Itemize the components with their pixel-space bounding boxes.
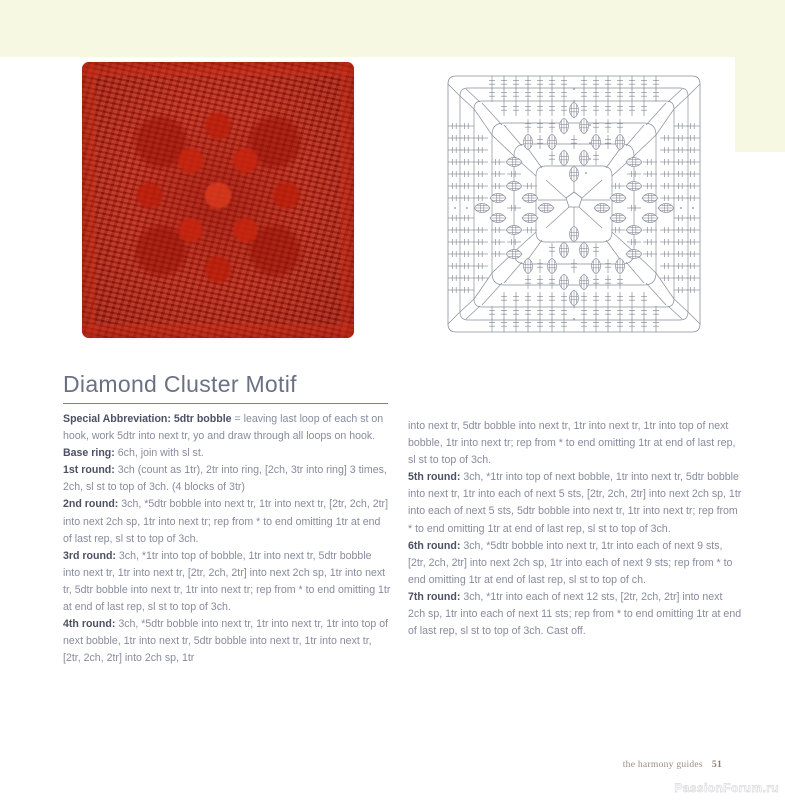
instruction-label: 2nd round: (63, 498, 119, 511)
motif-photograph (82, 62, 354, 338)
crochet-swatch-image (82, 62, 354, 338)
site-watermark: PassionForum.ru (674, 781, 779, 795)
instruction-paragraph (63, 411, 391, 445)
instruction-label: 3rd round: (63, 549, 116, 562)
instruction-label: 4th round: (63, 618, 116, 631)
instructions-left-column (63, 411, 391, 667)
instruction-text: 3ch, *5dtr bobble into next tr, 1tr into each of next 9 sts, [2tr, 2ch, 2tr] into next 2ch sp, 1tr into each of next 9 sts; rep from * to end omitting 1tr at end of last rep, sl st to top of ch. (408, 539, 733, 586)
instruction-label: 1st round: (63, 464, 115, 477)
instruction-paragraph (408, 418, 742, 469)
page-number: 51 (711, 759, 722, 770)
stitch-chart-diagram (434, 68, 714, 340)
instruction-text: = leaving last loop of each st on hook, work 5dtr into next tr, yo and draw through all loops on hook. (63, 413, 384, 443)
instruction-text: 3ch (count as 1tr), 2tr into ring, [2ch, 3tr into ring] 3 times, 2ch, sl st to top of 3ch. (4 blocks of 3tr) (63, 464, 387, 494)
instructions-right-column (408, 418, 742, 640)
page-footer (623, 759, 722, 770)
motif-title: Diamond Cluster Motif (63, 371, 297, 397)
instruction-paragraph (63, 445, 391, 462)
instruction-text: into next tr, 5dtr bobble into next tr, 1tr into next tr, 1tr into top of next bobble, 1tr into next tr; rep from * to end omitting 1tr at end of last rep, sl st to top of 3ch. (408, 420, 736, 467)
instruction-label: 5th round: (408, 471, 461, 484)
decorative-right-band (735, 0, 785, 152)
stitch-chart-svg (434, 68, 714, 340)
decorative-top-band (0, 0, 785, 57)
instruction-text: 6ch, join with sl st. (114, 447, 204, 460)
instruction-paragraph (63, 496, 391, 547)
instruction-paragraph (63, 548, 391, 616)
instruction-paragraph (408, 589, 742, 640)
instruction-text: 3ch, *1tr into top of next bobble, 1tr into next tr, 5dtr bobble into next tr, 1tr into each of next 5 sts, [2tr, 2ch, 2tr] into next 2ch sp, 1tr into each of next 5 sts, 5dtr bobble into next tr, 1tr into next tr; rep from * to end omitting 1tr at end of last rep, sl st to top of 3ch. (408, 471, 742, 535)
instruction-paragraph (408, 538, 742, 589)
instruction-paragraph (63, 616, 391, 667)
instruction-label: Special Abbreviation: 5dtr bobble (63, 413, 232, 425)
instruction-label: 6th round: (408, 539, 461, 552)
instruction-text: 3ch, *1tr into top of bobble, 1tr into next tr, 5dtr bobble into next tr, 1tr into next tr, [2tr, 2ch, 2tr] into next 2ch sp, 1tr into next tr, 5dtr bobble into next tr, 1tr into next tr; rep from * to end omitting 1tr at end of last rep, sl st to top of 3ch. (63, 549, 391, 614)
book-title: the harmony guides (622, 759, 703, 770)
instruction-text: 3ch, *5dtr bobble into next tr, 1tr into next tr, [2tr, 2ch, 2tr] into next 2ch sp, 1tr into next tr; rep from * to end omitting 1tr at end of last rep, sl st to top of 3ch. (63, 498, 389, 545)
instruction-paragraph (63, 462, 391, 496)
instruction-text: 3ch, *1tr into each of next 12 sts, [2tr, 2ch, 2tr] into next 2ch sp, 1tr into each of next 11 sts; rep from * to end omitting 1tr at end of last rep, sl st to top of 3ch. Cast off. (408, 590, 742, 638)
title-divider-rule (63, 403, 388, 404)
instruction-paragraph (408, 469, 742, 537)
instruction-label: Base ring: (63, 447, 115, 460)
instruction-label: 7th round: (408, 590, 461, 603)
instruction-text: 3ch, *5dtr bobble into next tr, 1tr into next tr, 1tr into top of next bobble, 1tr into next tr, 5dtr bobble into next tr, 1tr into next tr, [2tr, 2ch, 2tr] into 2ch sp, 1tr (63, 618, 389, 665)
